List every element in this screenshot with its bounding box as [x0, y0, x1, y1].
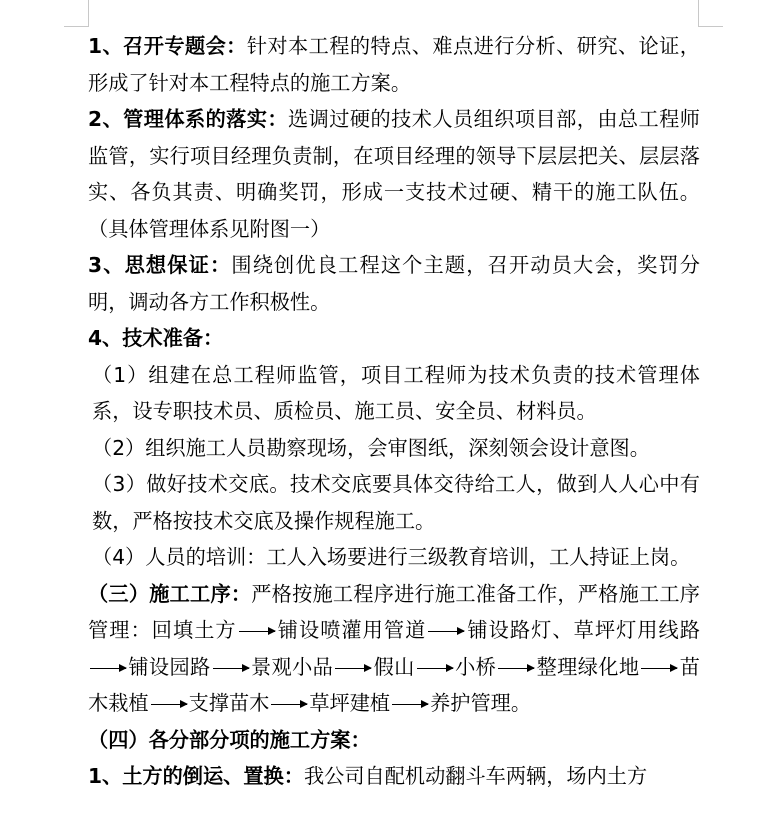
paragraph-1: [88, 28, 700, 101]
arrow-icon: [417, 668, 453, 669]
paragraph-2-body: 选调过硬的技术人员组织项目部，由总工程师监管，实行项目经理负责制，在项目经理的领导下层层把关、层层落实、各负其责、明确奖罚，形成一支技术过硬、精干的施工队伍。（具体管理体系见附图一）: [88, 107, 700, 241]
list-item-3: （3）做好技术交底。技术交底要具体交待给工人，做到人人心中有数，严格按技术交底及操作规程施工。: [92, 472, 700, 533]
arrow-icon: [641, 668, 677, 669]
paragraph-1-body: 针对本工程的特点、难点进行分析、研究、论证，形成了针对本工程特点的施工方案。: [88, 34, 700, 95]
step: 假山: [373, 654, 415, 679]
step: 支撑苗木: [188, 691, 270, 715]
step: 小桥: [454, 654, 497, 679]
paragraph-1-heading: 1、召开专题会：: [88, 34, 247, 58]
step: 回填土方: [151, 618, 237, 642]
paragraph-last-heading: 1、土方的倒运、置换：: [88, 764, 304, 788]
arrow-icon: [335, 668, 371, 669]
page-corner-mark-left: [64, 0, 89, 27]
step: 铺设路灯、草坪灯用线路: [466, 618, 700, 642]
paragraph-3: [88, 247, 700, 320]
step: 草坪建植: [309, 691, 391, 715]
paragraph-3-body: 围绕创优良工程这个主题，召开动员大会，奖罚分明，调动各方工作积极性。: [88, 253, 700, 314]
page-corner-mark-right: [698, 0, 723, 27]
step: 铺设喷灌用管道: [276, 618, 427, 642]
step: 景观小品: [250, 654, 334, 679]
procedure-heading: （三）施工工序：: [88, 581, 252, 606]
arrow-icon: [151, 704, 187, 705]
arrow-icon: [392, 704, 428, 705]
paragraph-4-heading: 4、技术准备：: [88, 326, 224, 350]
paragraph-last-body: 我公司自配机动翻斗车两辆，场内土方: [303, 764, 648, 788]
paragraph-last: [88, 758, 700, 795]
arrow-icon: [428, 631, 464, 632]
arrow-icon: [239, 631, 275, 632]
list-item-1: （1）组建在总工程师监管，项目工程师为技术负责的技术管理体系，设专职技术员、质检员、施工员、安全员、材料员。: [92, 362, 700, 423]
section-4-heading: [88, 722, 700, 759]
step: 铺设园路: [128, 654, 211, 679]
arrow-icon: [213, 668, 249, 669]
arrow-icon: [90, 668, 126, 669]
paragraph-4: [88, 320, 700, 357]
paragraph-2: [88, 101, 700, 247]
list-item-4: （4）人员的培训：工人入场要进行三级教育培训，工人持证上岗。: [92, 545, 691, 569]
list-item-2: （2）组织施工人员勘察现场，会审图纸，深刻领会设计意图。: [92, 435, 650, 460]
arrow-icon: [498, 668, 534, 669]
paragraph-2-heading: 2、管理体系的落实：: [88, 107, 289, 131]
arrow-icon: [271, 704, 307, 705]
section-4-heading-text: （四）各分部分项的施工方案：: [88, 727, 371, 752]
procedure-intro: 严格按施工程序进行施工准备工作，严格施工工序管理：: [88, 581, 700, 642]
step: 养护管理。: [430, 691, 532, 715]
step: 整理绿化地: [536, 654, 640, 679]
step: 苗木栽植: [88, 654, 700, 715]
procedure-paragraph: [88, 576, 700, 722]
document-page: [88, 28, 700, 795]
paragraph-3-heading: 3、思想保证：: [88, 253, 232, 277]
